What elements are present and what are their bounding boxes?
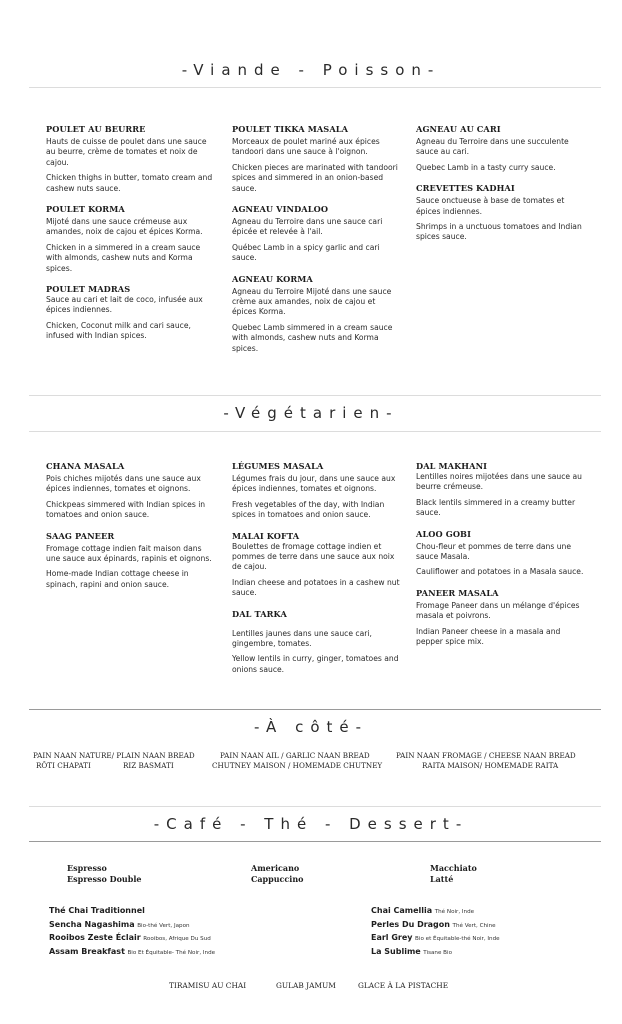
tea-name: Perles Du Dragon <box>371 919 450 929</box>
dish-name: DAL TARKA <box>232 608 287 619</box>
tea-item <box>49 932 215 946</box>
coffee-column-3 <box>430 863 477 885</box>
dish-description-fr: Sauce onctueuse à base de tomates et épices indiennes. <box>416 196 565 216</box>
dish-description-en: Shrimps in a unctuous tomatoes and Indian spices sauce. <box>416 222 582 242</box>
meat-column-2 <box>232 124 402 364</box>
tea-name: Rooibos Zeste Éclair <box>49 933 141 942</box>
dish-description-en: Home-made Indian cottage cheese in spinach, rapini and onion sauce. <box>46 569 189 589</box>
side-item: PAIN NAAN AIL / GARLIC NAAN BREAD <box>220 751 370 760</box>
side-item: PAIN NAAN FROMAGE / CHEESE NAAN BREAD <box>396 751 576 760</box>
meat-column-3 <box>416 124 586 253</box>
veg-column-1 <box>46 461 216 600</box>
dish-name: SAAG PANEER <box>46 530 115 541</box>
tea-item <box>371 946 500 960</box>
dish-description-fr: Lentilles noires mijotées dans une sauce au beurre crémeuse. <box>416 472 582 492</box>
dish-description-fr: Pois chiches mijotés dans une sauce aux épices indiennes, tomates et oignons. <box>46 474 201 494</box>
dish-item <box>232 274 402 354</box>
tea-note: Rooibos, Afrique Du Sud <box>143 936 211 942</box>
dish-description-fr: Légumes frais du jour, dans une sauce aux épices indiennes, tomates et oignons. <box>232 474 396 494</box>
dish-description-en: Cauliflower and potatoes in a Masala sauce. <box>416 567 584 577</box>
dessert-item: GLACE À LA PISTACHE <box>358 981 449 990</box>
veg-column-2 <box>232 461 402 685</box>
tea-note: Bio Et Équitable- Thé Noir, Inde <box>127 949 216 956</box>
dish-name: MALAI KOFTA <box>232 530 300 541</box>
dish-name: DAL MAKHANI <box>416 461 488 471</box>
meat-column-1 <box>46 124 216 352</box>
dish-name: AGNEAU AU CARI <box>416 124 501 134</box>
dish-item <box>416 124 586 173</box>
side-item: RAITA MAISON/ HOMEMADE RAITA <box>422 761 559 770</box>
divider <box>29 806 601 807</box>
dish-name: AGNEAU KORMA <box>232 273 313 284</box>
tea-item <box>371 919 500 933</box>
coffee-column-2 <box>251 863 304 885</box>
dish-item <box>232 204 402 264</box>
section-title-vegetarian: -Végétarien- <box>223 404 399 422</box>
tea-note: Bio-thé Vert, Japon <box>137 922 190 929</box>
dish-description-en: Indian cheese and potatoes in a cashew nut sauce. <box>232 577 400 598</box>
dish-item <box>46 461 216 521</box>
dish-name: ALOO GOBI <box>416 528 471 539</box>
dish-description-fr: Agneau du Terroire Mijoté dans une sauce crème aux amandes, noix de cajou et épices Korma. <box>232 286 392 317</box>
tea-name: Assam Breakfast <box>49 946 125 956</box>
tea-name: La Sublime <box>371 946 421 956</box>
tea-item <box>371 932 500 946</box>
divider <box>29 709 601 710</box>
side-item: PAIN NAAN NATURE/ PLAIN NAAN BREAD <box>33 751 195 760</box>
dish-description-en: Chicken thighs in butter, tomato cream and cashew nuts sauce. <box>46 173 213 193</box>
veg-column-3 <box>416 461 586 657</box>
dish-item <box>232 531 402 599</box>
dish-item <box>46 124 216 194</box>
tea-note: Bio et Équitable-thé Noir, Inde <box>415 936 500 942</box>
section-title-meat: -Viande - Poisson- <box>181 61 441 79</box>
dish-item <box>46 284 216 342</box>
divider <box>29 395 601 396</box>
dish-name: POULET TIKKA MASALA <box>232 124 349 134</box>
dish-item <box>46 204 216 274</box>
coffee-item: Latté <box>430 874 454 884</box>
dish-description-fr: Fromage Paneer dans un mélange d'épices masala et poivrons. <box>416 600 580 621</box>
dish-item <box>232 609 402 676</box>
dish-name: CREVETTES KADHAI <box>416 183 515 194</box>
dish-description-fr: Fromage cottage indien fait maison dans une sauce aux épinards, rapinis et oignons. <box>46 543 212 564</box>
dish-item <box>416 461 586 519</box>
tea-list-left <box>49 905 215 959</box>
divider <box>29 87 601 88</box>
dish-description-fr: Agneau du Terroire dans une sauce cari épicée et relevée à l'ail. <box>232 217 383 237</box>
dish-description-en: Québec Lamb in a spicy garlic and cari sauce. <box>232 242 380 263</box>
dish-description-fr: Mijoté dans une sauce crémeuse aux amandes, noix de cajou et épices Korma. <box>46 217 203 237</box>
tea-list-right <box>371 905 500 959</box>
dish-name: AGNEAU VINDALOO <box>232 204 329 215</box>
side-item: RIZ BASMATI <box>123 761 174 770</box>
dish-item <box>232 461 402 521</box>
dish-description-en: Chicken, Coconut milk and cari sauce, infused with Indian spices. <box>46 320 191 341</box>
dish-name: PANEER MASALA <box>416 587 499 598</box>
dish-item <box>416 183 586 243</box>
coffee-item: Macchiato <box>430 863 477 873</box>
tea-item <box>49 946 215 960</box>
tea-name: Sencha Nagashima <box>49 919 135 929</box>
divider <box>29 431 601 432</box>
dish-description-fr: Sauce au cari et lait de coco, infusée aux épices indiennes. <box>46 295 203 315</box>
dish-description-en: Yellow lentils in curry, ginger, tomatoes and onions sauce. <box>232 654 399 674</box>
dish-description-en: Fresh vegetables of the day, with Indian spices in tomatoes and onion sauce. <box>232 499 385 520</box>
dish-item <box>416 588 586 648</box>
section-title-cafe: -Café - Thé - Dessert- <box>153 815 469 833</box>
dish-description-fr: Morceaux de poulet mariné aux épices tandoori dans une sauce à l'oignon. <box>232 137 380 157</box>
dish-description-en: Chickpeas simmered with Indian spices in tomatoes and onion sauce. <box>46 499 206 520</box>
dish-description-en: Quebec Lamb simmered in a cream sauce with almonds, cashew nuts and Korma spices. <box>232 322 393 353</box>
dish-description-fr: Chou-fleur et pommes de terre dans une sauce Masala. <box>416 541 572 562</box>
dish-name: CHANA MASALA <box>46 461 125 471</box>
dish-item <box>46 531 216 591</box>
dessert-item: GULAB JAMUM <box>276 981 336 990</box>
dish-description-en: Black lentils simmered in a creamy butter sauce. <box>416 497 576 518</box>
dish-item <box>416 529 586 578</box>
coffee-item: Espresso Double <box>67 874 142 884</box>
tea-note: Tisane Bio <box>423 949 452 956</box>
divider <box>29 841 601 842</box>
dish-description-fr: Boulettes de fromage cottage indien et pommes de terre dans une sauce aux noix de cajou. <box>232 541 395 572</box>
section-title-sides: -À côté- <box>253 718 369 736</box>
dish-name: LÉGUMES MASALA <box>232 461 324 471</box>
dish-description-fr: Hauts de cuisse de poulet dans une sauce au beurre, crème de tomates et noix de cajou. <box>46 137 207 167</box>
coffee-column-1 <box>67 863 141 885</box>
dish-item <box>232 124 402 194</box>
dish-description-en: Quebec Lamb in a tasty curry sauce. <box>416 162 556 172</box>
coffee-item: Espresso <box>67 863 107 873</box>
tea-item <box>49 919 215 933</box>
tea-note: Thé Noir, Inde <box>434 909 475 915</box>
tea-name: Chai Camellia <box>371 906 433 915</box>
side-item: CHUTNEY MAISON / HOMEMADE CHUTNEY <box>212 761 383 770</box>
tea-item <box>371 905 500 919</box>
dish-description-fr: Lentilles jaunes dans une sauce cari, gingembre, tomates. <box>232 628 372 649</box>
dish-description-en: Chicken pieces are marinated with tandoori spices and simmered in an onion-based sauce. <box>232 162 398 193</box>
dessert-item: TIRAMISU AU CHAI <box>169 981 247 990</box>
side-item: RÔTI CHAPATI <box>36 761 91 770</box>
tea-name: Earl Grey <box>371 933 413 942</box>
coffee-item: Cappuccino <box>251 874 304 884</box>
dish-description-fr: Agneau du Terroire dans une succulente sauce au cari. <box>416 137 569 157</box>
tea-item <box>49 905 215 919</box>
dish-name: POULET AU BEURRE <box>46 124 146 134</box>
dish-description-en: Chicken in a simmered in a cream sauce with almonds, cashew nuts and Korma spices. <box>46 242 201 273</box>
tea-name: Thé Chai Traditionnel <box>49 906 145 915</box>
dish-name: POULET KORMA <box>46 204 125 215</box>
dish-description-en: Indian Paneer cheese in a masala and pepper spice mix. <box>416 626 561 647</box>
tea-note: Thé Vert, Chine <box>452 922 496 929</box>
coffee-item: Americano <box>251 863 300 873</box>
dish-name: POULET MADRAS <box>46 284 131 295</box>
